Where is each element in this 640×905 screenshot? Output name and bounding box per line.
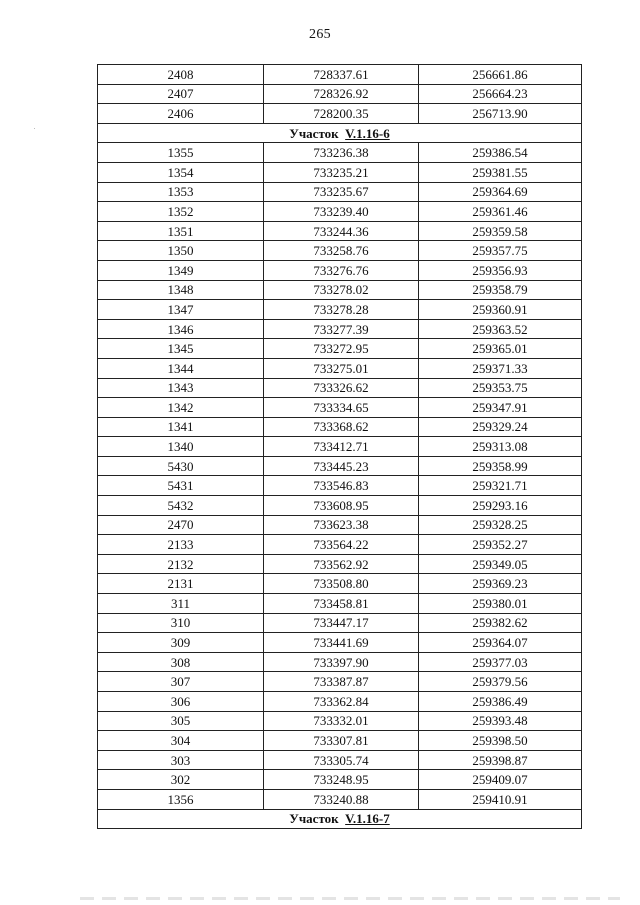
point-number-cell: 5430 [98, 456, 264, 476]
y-coordinate-cell: 259359.58 [419, 221, 582, 241]
y-coordinate-cell: 259321.71 [419, 476, 582, 496]
table-row [98, 613, 582, 633]
point-number-cell: 306 [98, 692, 264, 712]
x-coordinate-cell: 733278.28 [264, 300, 419, 320]
section-label: Участок [289, 125, 339, 141]
point-number-cell: 2133 [98, 535, 264, 555]
x-coordinate-cell: 733508.80 [264, 574, 419, 594]
table-row [98, 104, 582, 124]
table-row [98, 574, 582, 594]
page-number: 265 [309, 27, 331, 42]
point-number-cell: 310 [98, 613, 264, 633]
table-row [98, 260, 582, 280]
point-number-cell: 1350 [98, 241, 264, 261]
x-coordinate-cell: 733326.62 [264, 378, 419, 398]
point-number-cell: 1356 [98, 789, 264, 809]
y-coordinate-cell: 259352.27 [419, 535, 582, 555]
x-coordinate-cell: 733447.17 [264, 613, 419, 633]
y-coordinate-cell: 259361.46 [419, 202, 582, 222]
y-coordinate-cell: 259358.79 [419, 280, 582, 300]
point-number-cell: 1348 [98, 280, 264, 300]
x-coordinate-cell: 733278.02 [264, 280, 419, 300]
point-number-cell: 1349 [98, 260, 264, 280]
x-coordinate-cell: 733239.40 [264, 202, 419, 222]
table-row [98, 398, 582, 418]
point-number-cell: 303 [98, 750, 264, 770]
table-row [98, 731, 582, 751]
section-code: V.1.16-7 [345, 811, 390, 827]
point-number-cell: 1354 [98, 162, 264, 182]
point-number-cell: 1351 [98, 221, 264, 241]
table-row [98, 241, 582, 261]
x-coordinate-cell: 733445.23 [264, 456, 419, 476]
x-coordinate-cell: 733236.38 [264, 143, 419, 163]
point-number-cell: 302 [98, 770, 264, 790]
table-row [98, 280, 582, 300]
point-number-cell: 2407 [98, 84, 264, 104]
point-number-cell: 1345 [98, 339, 264, 359]
table-row [98, 378, 582, 398]
x-coordinate-cell: 733244.36 [264, 221, 419, 241]
y-coordinate-cell: 259328.25 [419, 515, 582, 535]
table-row [98, 692, 582, 712]
point-number-cell: 5432 [98, 496, 264, 516]
table-row [98, 652, 582, 672]
y-coordinate-cell: 259349.05 [419, 554, 582, 574]
y-coordinate-cell: 256661.86 [419, 65, 582, 85]
section-header [98, 809, 582, 829]
table-row [98, 162, 582, 182]
x-coordinate-cell: 733258.76 [264, 241, 419, 261]
point-number-cell: 2470 [98, 515, 264, 535]
x-coordinate-cell: 733368.62 [264, 417, 419, 437]
point-number-cell: 1346 [98, 319, 264, 339]
x-coordinate-cell: 733277.39 [264, 319, 419, 339]
y-coordinate-cell: 259363.52 [419, 319, 582, 339]
table-row [98, 437, 582, 457]
x-coordinate-cell: 733458.81 [264, 594, 419, 614]
x-coordinate-cell: 733235.67 [264, 182, 419, 202]
table-row [98, 202, 582, 222]
point-number-cell: 2132 [98, 554, 264, 574]
x-coordinate-cell: 733564.22 [264, 535, 419, 555]
y-coordinate-cell: 259380.01 [419, 594, 582, 614]
x-coordinate-cell: 733235.21 [264, 162, 419, 182]
y-coordinate-cell: 259410.91 [419, 789, 582, 809]
table-row [98, 319, 582, 339]
x-coordinate-cell: 733248.95 [264, 770, 419, 790]
table-row [98, 750, 582, 770]
point-number-cell: 311 [98, 594, 264, 614]
y-coordinate-cell: 259356.93 [419, 260, 582, 280]
y-coordinate-cell: 259329.24 [419, 417, 582, 437]
point-number-cell: 2131 [98, 574, 264, 594]
y-coordinate-cell: 259313.08 [419, 437, 582, 457]
x-coordinate-cell: 733562.92 [264, 554, 419, 574]
table-row [98, 358, 582, 378]
section-code: V.1.16-6 [345, 125, 390, 141]
table-row [98, 672, 582, 692]
x-coordinate-cell: 733362.84 [264, 692, 419, 712]
point-number-cell: 308 [98, 652, 264, 672]
point-number-cell: 304 [98, 731, 264, 751]
y-coordinate-cell: 259398.87 [419, 750, 582, 770]
y-coordinate-cell: 259369.23 [419, 574, 582, 594]
x-coordinate-cell: 733276.76 [264, 260, 419, 280]
point-number-cell: 1344 [98, 358, 264, 378]
point-number-cell: 1343 [98, 378, 264, 398]
table-row [98, 221, 582, 241]
section-label: Участок [289, 811, 339, 827]
table-row [98, 456, 582, 476]
point-number-cell: 1352 [98, 202, 264, 222]
y-coordinate-cell: 259353.75 [419, 378, 582, 398]
x-coordinate-cell: 728326.92 [264, 84, 419, 104]
table-row [98, 770, 582, 790]
x-coordinate-cell: 733332.01 [264, 711, 419, 731]
y-coordinate-cell: 259371.33 [419, 358, 582, 378]
point-number-cell: 307 [98, 672, 264, 692]
y-coordinate-cell: 259347.91 [419, 398, 582, 418]
y-coordinate-cell: 259409.07 [419, 770, 582, 790]
table-row [98, 535, 582, 555]
x-coordinate-cell: 733307.81 [264, 731, 419, 751]
table-row [98, 182, 582, 202]
x-coordinate-cell: 733441.69 [264, 633, 419, 653]
x-coordinate-cell: 733272.95 [264, 339, 419, 359]
table-row [98, 476, 582, 496]
point-number-cell: 5431 [98, 476, 264, 496]
y-coordinate-cell: 259386.49 [419, 692, 582, 712]
y-coordinate-cell: 259358.99 [419, 456, 582, 476]
y-coordinate-cell: 259379.56 [419, 672, 582, 692]
point-number-cell: 1353 [98, 182, 264, 202]
section-header [98, 123, 582, 143]
point-number-cell: 2408 [98, 65, 264, 85]
point-number-cell: 309 [98, 633, 264, 653]
table-row [98, 594, 582, 614]
y-coordinate-cell: 259386.54 [419, 143, 582, 163]
point-number-cell: 1340 [98, 437, 264, 457]
y-coordinate-cell: 259381.55 [419, 162, 582, 182]
x-coordinate-cell: 728200.35 [264, 104, 419, 124]
table-row [98, 789, 582, 809]
y-coordinate-cell: 259293.16 [419, 496, 582, 516]
x-coordinate-cell: 733623.38 [264, 515, 419, 535]
table-row [98, 417, 582, 437]
x-coordinate-cell: 733334.65 [264, 398, 419, 418]
y-coordinate-cell: 259382.62 [419, 613, 582, 633]
x-coordinate-cell: 733412.71 [264, 437, 419, 457]
section-header-row [98, 809, 582, 829]
x-coordinate-cell: 733240.88 [264, 789, 419, 809]
table-row [98, 65, 582, 85]
y-coordinate-cell: 259364.07 [419, 633, 582, 653]
y-coordinate-cell: 259365.01 [419, 339, 582, 359]
table-row [98, 633, 582, 653]
section-header-row [98, 123, 582, 143]
x-coordinate-cell: 733546.83 [264, 476, 419, 496]
x-coordinate-cell: 733608.95 [264, 496, 419, 516]
x-coordinate-cell: 733275.01 [264, 358, 419, 378]
footer-scan-noise [80, 897, 620, 900]
point-number-cell: 1347 [98, 300, 264, 320]
x-coordinate-cell: 733397.90 [264, 652, 419, 672]
table-row [98, 496, 582, 516]
y-coordinate-cell: 259360.91 [419, 300, 582, 320]
point-number-cell: 305 [98, 711, 264, 731]
y-coordinate-cell: 259364.69 [419, 182, 582, 202]
table-row [98, 515, 582, 535]
point-number-cell: 2406 [98, 104, 264, 124]
table-body [98, 65, 582, 829]
coordinates-table [97, 64, 582, 829]
table-row [98, 300, 582, 320]
y-coordinate-cell: 259393.48 [419, 711, 582, 731]
point-number-cell: 1355 [98, 143, 264, 163]
table-row [98, 143, 582, 163]
table-row [98, 711, 582, 731]
y-coordinate-cell: 259398.50 [419, 731, 582, 751]
y-coordinate-cell: 259357.75 [419, 241, 582, 261]
scan-mark [34, 128, 35, 129]
x-coordinate-cell: 728337.61 [264, 65, 419, 85]
x-coordinate-cell: 733387.87 [264, 672, 419, 692]
table-row [98, 554, 582, 574]
table-row [98, 84, 582, 104]
point-number-cell: 1341 [98, 417, 264, 437]
point-number-cell: 1342 [98, 398, 264, 418]
table-row [98, 339, 582, 359]
y-coordinate-cell: 256713.90 [419, 104, 582, 124]
y-coordinate-cell: 259377.03 [419, 652, 582, 672]
x-coordinate-cell: 733305.74 [264, 750, 419, 770]
y-coordinate-cell: 256664.23 [419, 84, 582, 104]
